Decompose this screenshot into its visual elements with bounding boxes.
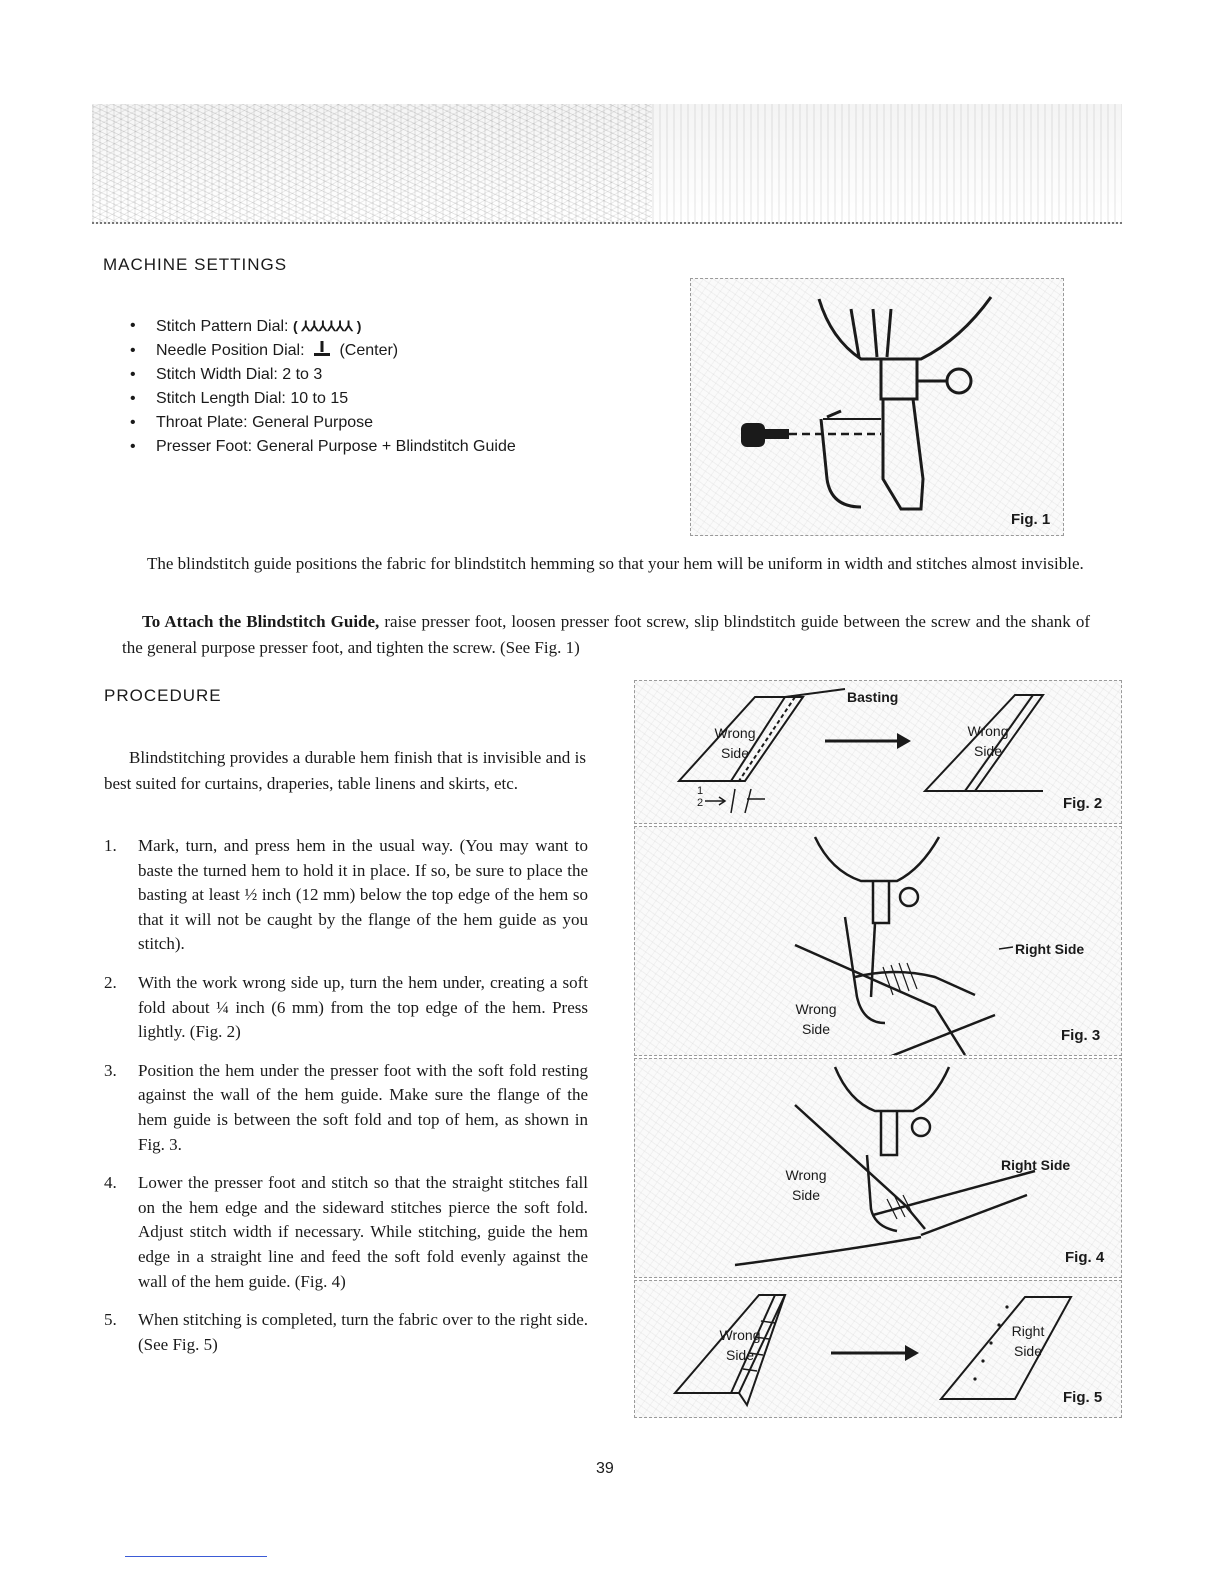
center-needle-icon: [313, 340, 331, 358]
fig4-label: Fig. 4: [1065, 1249, 1105, 1266]
fig2-label: Fig. 2: [1063, 795, 1103, 812]
fig3-right-side-label: Right Side: [1015, 941, 1085, 957]
fig2-wrong-side-right: Wrong Side: [967, 723, 1009, 759]
fig3-label: Fig. 3: [1061, 1027, 1101, 1044]
fig5-right-side-label: Right Side: [1011, 1323, 1045, 1359]
intro-paragraph: The blindstitch guide positions the fabric for blindstitch hemming so that your hem will be uniform in width and stitches almost invisible.: [147, 554, 1084, 573]
fig4-right-side-label: Right Side: [1001, 1157, 1071, 1173]
step-5: 5. When stitching is completed, turn the fabric over to the right side. (See Fig. 5): [104, 1310, 588, 1354]
setting-stitch-width: • Stitch Width Dial: 2 to 3: [130, 363, 516, 387]
procedure-heading: PROCEDURE: [104, 686, 222, 705]
page-number: 39: [596, 1460, 614, 1477]
fig5-label: Fig. 5: [1063, 1389, 1103, 1406]
presser-foot-guide-illustration: [691, 279, 1063, 535]
attach-guide-heading: To Attach the Blindstitch Guide,: [142, 612, 380, 631]
footer-rule: [125, 1556, 267, 1557]
setting-stitch-length: • Stitch Length Dial: 10 to 15: [130, 387, 516, 411]
figure-5: [634, 1280, 1122, 1418]
procedure-intro: Blindstitching provides a durable hem finish that is invisible and is best suited for curtains, draperies, table linens and skirts, etc.: [104, 748, 586, 793]
figure-1: [690, 278, 1064, 536]
setting-needle-position: • Needle Position Dial: (Center): [130, 339, 516, 363]
step-1: 1. Mark, turn, and press hem in the usual way. (You may want to baste the turned hem to hold it in place. If so, be sure to place the basting at least ½ inch (12 mm) below the top edge of the hem so that it will not be caught by the flange of the hem guide as you stitch).: [104, 836, 588, 954]
fig5-wrong-side-label: Wrong Side: [719, 1327, 761, 1363]
procedure-steps: [104, 834, 588, 1371]
figure-2: [634, 680, 1122, 824]
step-2: 2. With the work wrong side up, turn the hem under, creating a soft fold about ¼ inch (6 mm) from the top edge of the hem. Press lightly. (Fig. 2): [104, 972, 588, 1042]
step-3: 3. Position the hem under the presser foot with the soft fold resting against the wall of the hem guide. Make sure the flange of the hem guide is between the soft fold and top of hem, as shown in Fig. 3.: [104, 1060, 588, 1154]
attach-guide-paragraph: To Attach the Blindstitch Guide, raise presser foot, loosen presser foot screw, slip blindstitch guide between the screw and the shank of the general purpose presser foot, and tighten the screw. (See Fig. 1): [122, 612, 1091, 657]
title-banner: [92, 104, 1122, 224]
setting-presser-foot: • Presser Foot: General Purpose + Blindstitch Guide: [130, 435, 516, 459]
fig3-wrong-side-label: Wrong Side: [795, 1001, 837, 1037]
figure-3: [634, 826, 1122, 1056]
figure-4: [634, 1058, 1122, 1278]
machine-settings-heading: MACHINE SETTINGS: [103, 255, 288, 274]
machine-settings-list: [130, 314, 516, 459]
fig4-wrong-side-label: Wrong Side: [785, 1167, 827, 1203]
fig1-label: Fig. 1: [1011, 511, 1051, 528]
blindstitch-pattern-icon: ( ⅄⅄⅄⅄⅄⅄ ): [292, 318, 362, 334]
setting-stitch-pattern: • Stitch Pattern Dial: ( ⅄⅄⅄⅄⅄⅄ ): [130, 314, 516, 339]
fig2-fraction: 1 2: [697, 785, 704, 809]
banner-texture: [92, 104, 652, 222]
fig2-wrong-side-left: Wrong Side: [714, 725, 756, 761]
setting-throat-plate: • Throat Plate: General Purpose: [130, 411, 516, 435]
fig2-basting-label: Basting: [847, 689, 899, 705]
step-4: 4. Lower the presser foot and stitch so that the straight stitches fall on the hem edge and the sideward stitches pierce the soft fold. Adjust stitch width if necessary. While stitching, guide the hem edge in a straight line and feed the soft fold evenly against the wall of the hem guide. (Fig. 4): [104, 1173, 588, 1291]
